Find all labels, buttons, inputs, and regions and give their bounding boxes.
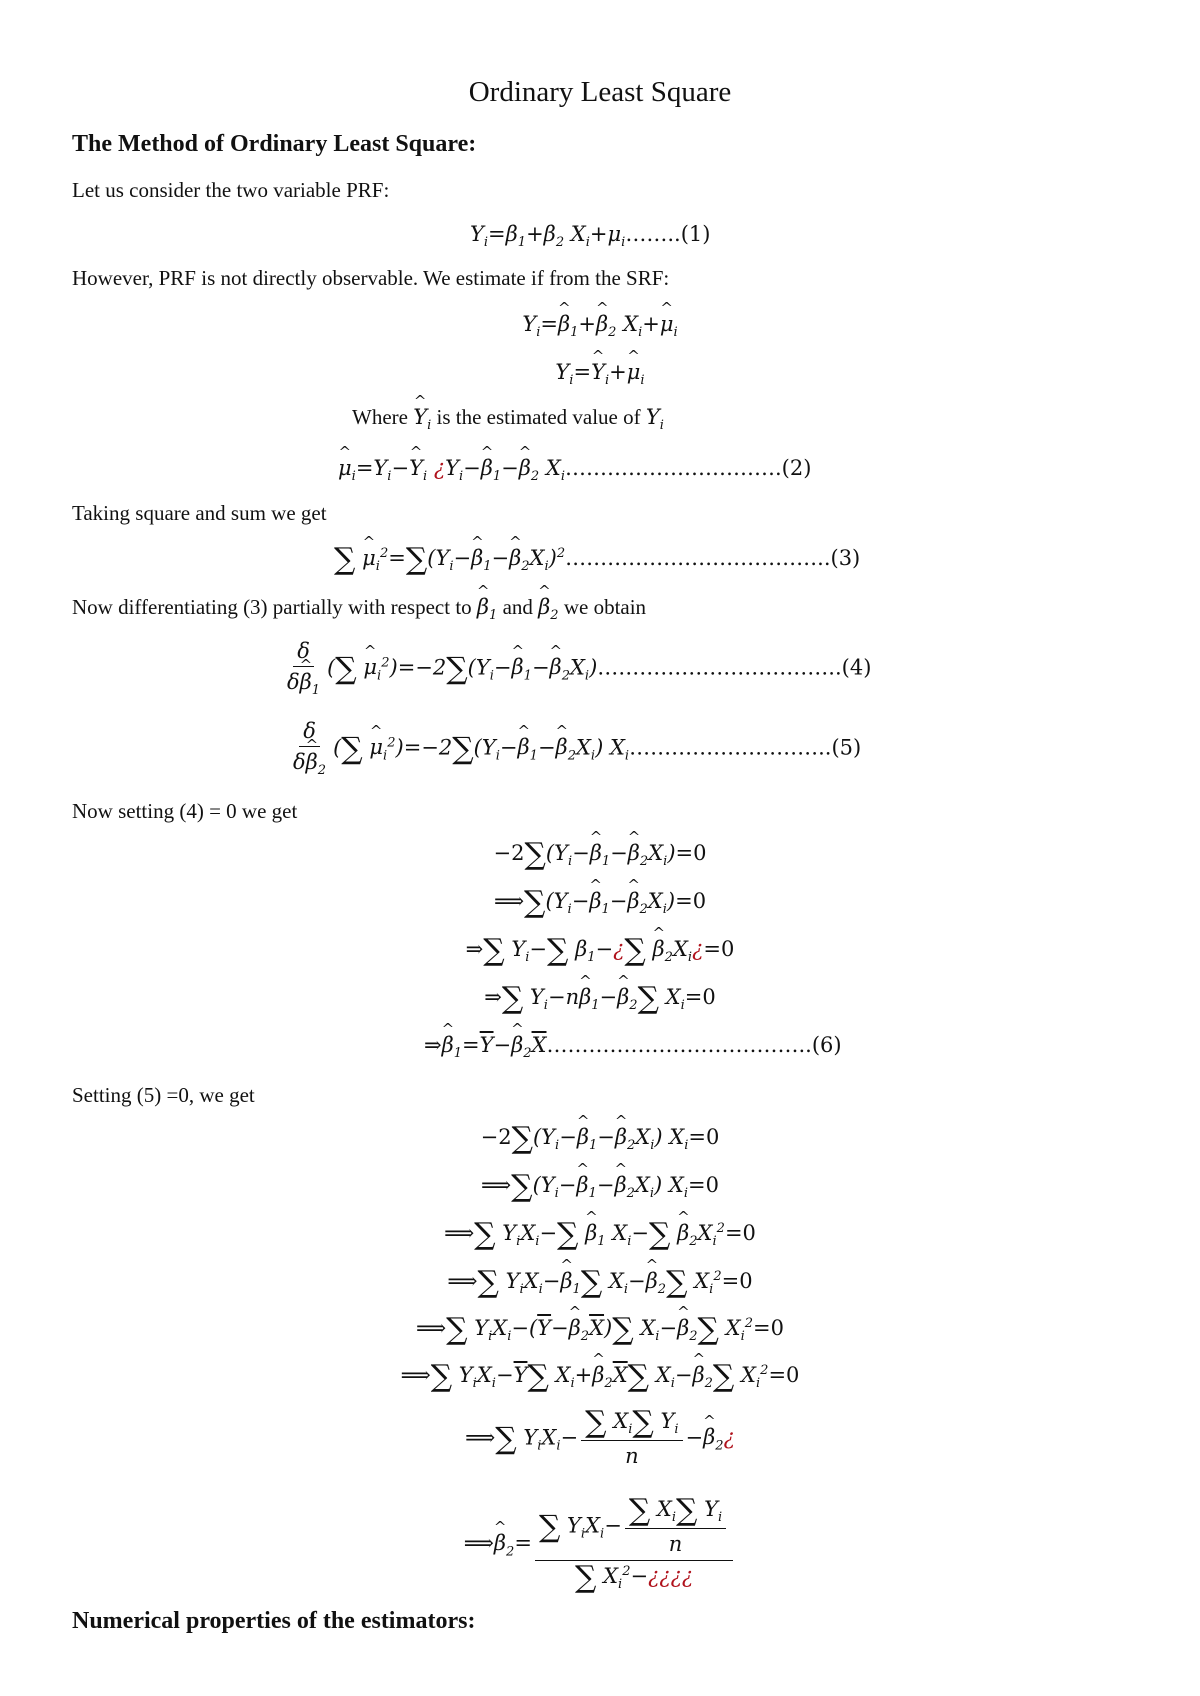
derivation-4-step-2: $⟹\sum(Y_i-\^{}$ $\beta_1-\^{}$ $\beta_2X_i)=0$ — [0, 888, 1200, 918]
equation-srf: $Y_i=\^{}$ $\beta_1+\^{}$ $\beta_2$ $X_i+\^{}$ $\mu_i$ — [0, 312, 1200, 340]
equation-1: $Y_i=\beta_1+\beta_2$ $X_i+\mu_i\dots\dots..(1)$ — [470, 222, 711, 251]
where-line: Where ^ $Y_i$ is the estimated value of $Y_i$ — [352, 405, 664, 433]
derivation-5-step-6: ⟹∑ $Y_iX_i-\overline{Y}\sum$ $X_i+\^{}$ $\beta_2\overline{X}\sum$ $X_i-\^{}$ $\beta_2\sum$ $X_i^2=0$ — [0, 1362, 1200, 1392]
paragraph-differentiate: Now differentiating (3) partially with respect to ^ $\beta_1$ and ^ $\beta_2$ we obtain — [72, 595, 646, 623]
page-title: Ordinary Least Square — [468, 76, 732, 108]
garbled-char: ¿ — [433, 456, 446, 480]
equation-2: ^ $\mu_i=Y_i-\^{}$ $Y_i$ ¿$Y_i-\^{}$ $\beta_1-\^{}$ $\beta_2$ $X_i\dots\dots\dots\dots\dots\dots\dots\dots\dots\dots.(2)$ — [338, 456, 811, 484]
equation-3-label: ………………………………..(3) — [565, 546, 861, 570]
derivation-5-step-7: ⟹∑ $Y_iX_i-$ $\frac{\sum X_i\sum Y_i}{n}$ −^ $\beta_2¿$ — [0, 1408, 1200, 1470]
equation-6: ⇒^ $\beta_1=\overline{Y}-\^{}$ $\beta_2\overline{X}\dots\dots\dots\dots\dots\dots\dots\dots\dots\dots\dots\dots..(6)$ — [424, 1033, 842, 1061]
derivation-4-step-4: ⇒∑ $Y_i-n\^{}$ $\beta_1-\^{}$ $\beta_2\sum$ $X_i=0$ — [0, 984, 1200, 1014]
derivation-5-step-4: ⟹∑ $Y_iX_i-\^{}$ $\beta_1\sum$ $X_i-\^{}$ $\beta_2\sum$ $X_i^2=0$ — [0, 1268, 1200, 1298]
equation-4: $\frac{\delta}{\delta\^{} \beta_1}$ (∑ ^ $\mu_i^2)=-2\sum(Y_i-\^{}$ $\beta_1-\^{}$ $\beta_2X_i)\dots\dots\dots\dots\dots\dots\dots\dots\dots\dots\dots..(4)$ — [280, 638, 871, 700]
equation-1-label: ……..(1) — [625, 222, 711, 246]
paragraph-setting-5: Setting (5) =0, we get — [72, 1083, 255, 1107]
equation-yhat: $Y_i=\^{}$ $Y_i+\^{}$ $\mu_i$ — [0, 360, 1200, 388]
equation-6-label: ………………………………..(6) — [546, 1033, 842, 1057]
paragraph-srf-intro: However, PRF is not directly observable. We estimate if from the SRF: — [72, 266, 670, 290]
derivation-5-step-3: ⟹∑ $Y_iX_i-\sum$ ^ $\beta_1$ $X_i-\sum$ ^ $\beta_2X_i^2=0$ — [0, 1220, 1200, 1250]
derivation-4-step-3: ⇒∑ $Y_i-\sum$ $\beta_1-¿\sum$ ^ $\beta_2X_i¿=0$ — [0, 936, 1200, 966]
paragraph-prf-intro: Let us consider the two variable PRF: — [72, 178, 390, 202]
equation-4-label: ……………………………..(4) — [597, 655, 872, 680]
equation-2-label: ………………………….(2) — [565, 456, 812, 480]
paragraph-square-sum: Taking square and sum we get — [72, 501, 327, 525]
equation-5: $\frac{\delta}{\delta\^{} \beta_2}$ (∑ ^ $\mu_i^2)=-2\sum(Y_i-\^{}$ $\beta_1-\^{}$ $\beta_2X_i$) $X_i\dots\dots\dots\dots\dots\dots\dots\dots\dots..(5)$ — [286, 718, 861, 780]
derivation-5-step-1: $-2\sum(Y_i-\^{}$ $\beta_1-\^{}$ $\beta_2X_i$) $X_i=0$ — [0, 1124, 1200, 1154]
equation-5-label: ………………………..(5) — [629, 735, 862, 760]
derivation-5-step-2: $⟹\sum(Y_i-\^{}$ $\beta_1-\^{}$ $\beta_2X_i$) $X_i=0$ — [0, 1172, 1200, 1202]
derivation-4-step-1: $-2\sum(Y_i-\^{}$ $\beta_1-\^{}$ $\beta_2X_i)=0$ — [0, 840, 1200, 870]
section-heading-method: The Method of Ordinary Least Square: — [72, 131, 477, 157]
paragraph-setting-4: Now setting (4) = 0 we get — [72, 799, 298, 823]
equation-3: ∑ ^ $\mu_i^2=\sum(Y_i-\^{}$ $\beta_1-\^{}$ $\beta_2X_i)^2\dots\dots\dots\dots\dots\dots\dots\dots\dots\dots\dots\dots..(3)$ — [334, 545, 860, 575]
beta2-estimator-formula: ⟹^ $\beta_2=$ ∑ $Y_iX_i-$ $\frac{\sum X_i\sum Y_i}{n}$ ∑ $X_i^2-¿¿¿¿$ — [0, 1496, 1200, 1593]
derivation-5-step-5: ⟹∑ $Y_iX_i-(\overline{Y}-\^{}$ $\beta_2\overline{X})\sum$ $X_i-\^{}$ $\beta_2\sum$ $X_i^2=0$ — [0, 1315, 1200, 1345]
section-heading-numerical-properties: Numerical properties of the estimators: — [72, 1608, 476, 1634]
